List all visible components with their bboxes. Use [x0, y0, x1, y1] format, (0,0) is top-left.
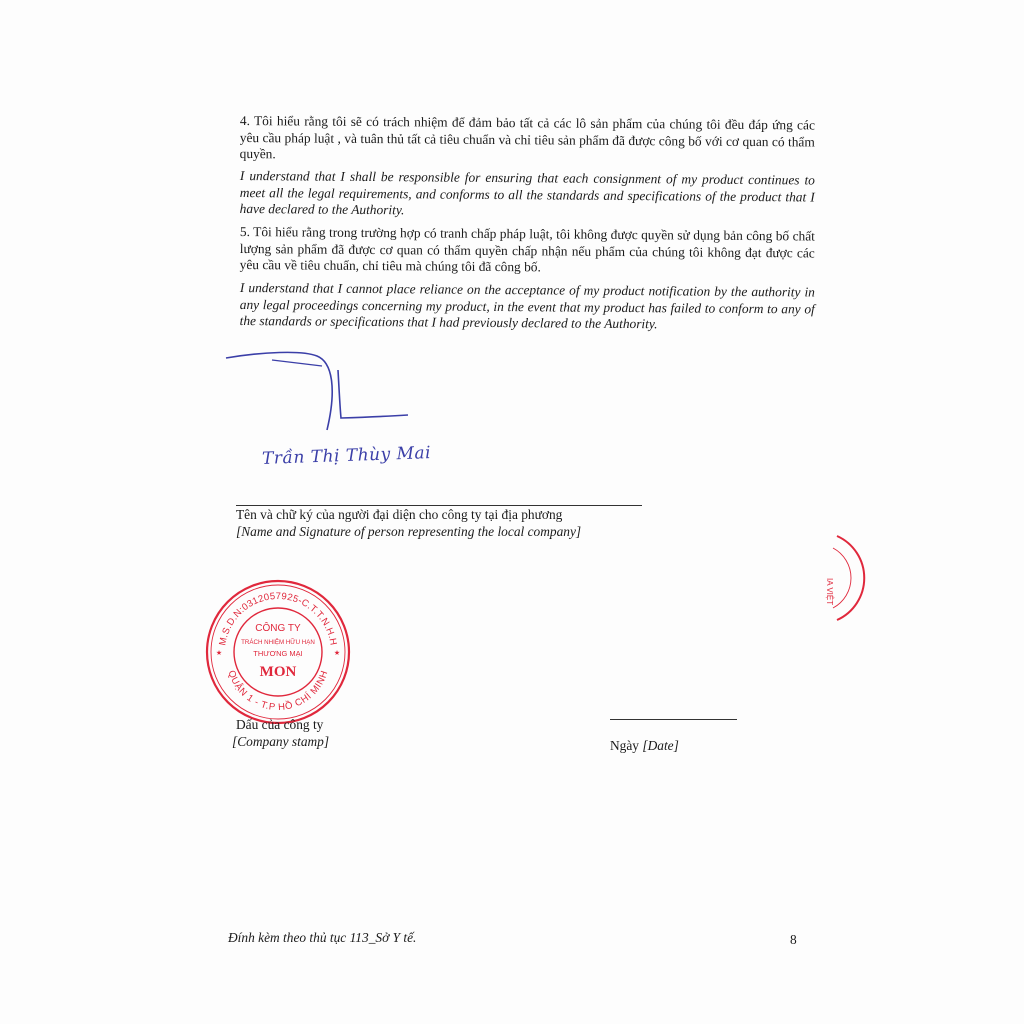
stamp-label-en: [Company stamp]	[232, 734, 330, 749]
clause-4-english: I understand that I shall be responsible for ensuring that each consignment of my product continues to meet all the legal requirements, and conforms to all the standards and specifications of the product that I have declared to the Authority.	[239, 168, 815, 218]
clause-4-vietnamese: 4. Tôi hiểu rằng tôi sẽ có trách nhiệm để đảm bảo tất cả các lô sản phẩm của chúng tôi đều đáp ứng các yêu cầu pháp luật , và tuân thủ tất cả tiêu chuẩn và chỉ tiêu sản phẩm đã được công bố với cơ quan có thẩm quyền.	[239, 113, 815, 162]
signature-label-en: [Name and Signature of person representing the local company]	[236, 524, 582, 539]
date-label-en: [Date]	[642, 738, 679, 753]
date-label-vi: Ngày	[610, 738, 640, 753]
page-number: 8	[790, 932, 797, 947]
stamp-outer-top-text: M.S.D.N:0312057925-C.T.T.N.H.H	[217, 590, 339, 647]
date-line	[610, 719, 737, 720]
stamp-outer-bottom-text: QUẬN 1 - T.P HỒ CHÍ MINH	[225, 669, 331, 714]
stamp-line3: THƯƠNG MẠI	[253, 649, 303, 658]
clause-5-english: I understand that I cannot place reliance on the acceptance of my product notification by the authority in any legal proceedings concerning my product, in the event that my product has failed to conform to any of the standards or specifications that I had previously declared to the Authority.	[239, 280, 815, 332]
signature-label-vi: Tên và chữ ký của người đại diện cho công ty tại địa phương	[236, 507, 563, 522]
stamp-star-right: ★	[333, 650, 341, 657]
clause-5-vietnamese: 5. Tôi hiểu rằng trong trường hợp có tranh chấp pháp luật, tôi không được quyền sử dụng bản công bố chất lượng sản phẩm đã được cơ quan có thẩm quyền chấp nhận nếu phẩm của chúng tôi không đạt được các yêu cầu về tiêu chuẩn, chỉ tiêu mà chúng tôi đã công bố.	[239, 224, 815, 275]
stamp-line4: MON	[259, 664, 297, 680]
stamp-label-vi: Dấu của công ty	[236, 717, 324, 732]
signature-line	[236, 505, 642, 506]
handwritten-signature	[222, 348, 422, 443]
company-stamp	[203, 577, 353, 727]
footer-note: Đính kèm theo thủ tục 113_Sở Y tế.	[228, 930, 417, 945]
stamp-line1: CÔNG TY	[255, 623, 301, 634]
signature-name: Trần Thị Thùy Mai	[261, 443, 432, 469]
stamp-star-left: ★	[215, 650, 223, 657]
date-label	[610, 738, 679, 754]
svg-text:IA VIỆT: IA VIỆT	[825, 578, 834, 606]
partial-stamp-edge	[815, 528, 875, 628]
stamp-line2: TRÁCH NHIỆM HỮU HẠN	[241, 639, 315, 646]
